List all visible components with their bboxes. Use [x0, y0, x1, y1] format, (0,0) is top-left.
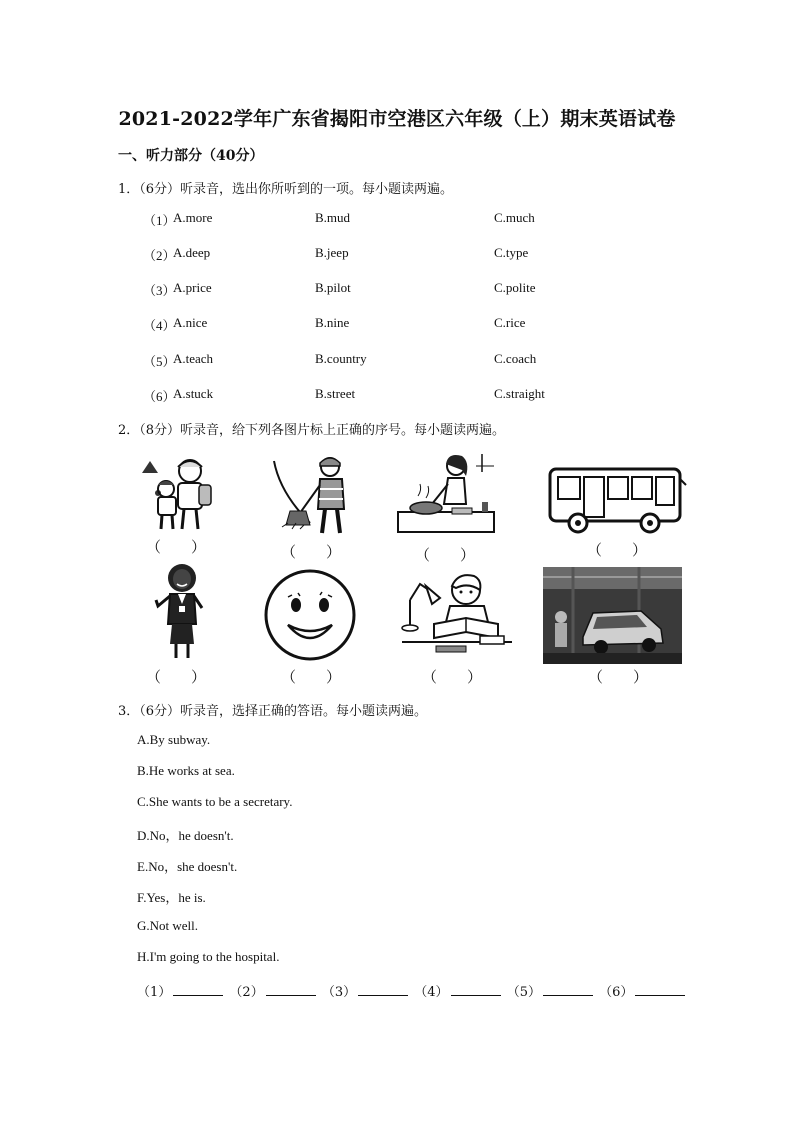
smiley-face-icon	[262, 567, 358, 663]
answer-blanks-row	[137, 981, 687, 1000]
option-5c[interactable]: C.coach	[494, 351, 537, 366]
question-2-stem: 2．（8分）听录音，给下列各图片标上正确的序号。每小题读两遍。	[118, 423, 506, 438]
picture-5-answer-paren[interactable]: （ ）	[146, 668, 207, 686]
picture-2-answer-paren[interactable]: （ ）	[281, 543, 342, 561]
answer-blank-6[interactable]	[635, 983, 685, 996]
picture-4-answer-paren[interactable]: （ ）	[587, 541, 648, 559]
option-2c[interactable]: C.type	[494, 245, 529, 260]
answer-blank-1[interactable]	[173, 983, 223, 996]
question-3-stem: 3．（6分）听录音，选择正确的答语。每小题读两遍。	[118, 704, 428, 719]
blank-label-2: （2）	[229, 985, 264, 1000]
option-1c[interactable]: C.much	[494, 210, 535, 225]
answer-blank-4[interactable]	[451, 983, 501, 996]
option-5b[interactable]: B.country	[315, 351, 367, 366]
cook-icon	[392, 452, 498, 540]
option-6c[interactable]: C.straight	[494, 386, 545, 401]
answer-option-f: F.Yes，he is.	[137, 890, 206, 905]
car-factory-icon	[543, 567, 682, 664]
answer-option-g: G.Not well.	[137, 918, 199, 933]
option-2a[interactable]: A.deep	[173, 245, 211, 260]
blank-label-4: （4）	[414, 985, 449, 1000]
option-row-5-num: （5）	[143, 354, 176, 369]
question-1-stem: 1．（6分）听录音，选出你所听到的一项。每小题读两遍。	[118, 182, 454, 197]
option-row-4-num: （4）	[143, 318, 176, 333]
option-6a[interactable]: A.stuck	[173, 386, 214, 401]
option-5a[interactable]: A.teach	[173, 351, 214, 366]
section-heading-listening: 一、听力部分（40分）	[118, 148, 264, 164]
hikers-icon	[136, 455, 216, 533]
page-title: 2021-2022学年广东省揭阳市空港区六年级（上）期末英语试卷	[118, 108, 676, 130]
option-3b[interactable]: B.pilot	[315, 280, 351, 295]
option-1b[interactable]: B.mud	[315, 210, 351, 225]
answer-option-d: D.No，he doesn't.	[137, 828, 234, 843]
blank-label-6: （6）	[599, 985, 634, 1000]
option-3a[interactable]: A.price	[173, 280, 212, 295]
option-4a[interactable]: A.nice	[173, 315, 208, 330]
option-2b[interactable]: B.jeep	[315, 245, 349, 260]
option-6b[interactable]: B.street	[315, 386, 356, 401]
answer-blank-5[interactable]	[543, 983, 593, 996]
blank-label-1: （1）	[137, 985, 172, 1000]
option-4c[interactable]: C.rice	[494, 315, 526, 330]
businesswoman-icon	[150, 562, 212, 662]
picture-8-answer-paren[interactable]: （ ）	[588, 668, 649, 686]
picture-1-answer-paren[interactable]: （ ）	[146, 538, 207, 556]
picture-6-answer-paren[interactable]: （ ）	[281, 668, 342, 686]
option-4b[interactable]: B.nine	[315, 315, 350, 330]
picture-3-answer-paren[interactable]: （ ）	[415, 546, 476, 564]
option-row-6-num: （6）	[143, 389, 176, 404]
answer-option-b: B.He works at sea.	[137, 763, 235, 778]
answer-blank-2[interactable]	[266, 983, 316, 996]
option-3c[interactable]: C.polite	[494, 280, 536, 295]
answer-option-c: C.She wants to be a secretary.	[137, 794, 293, 809]
picture-7-answer-paren[interactable]: （ ）	[422, 668, 483, 686]
answer-option-a: A.By subway.	[137, 732, 211, 747]
street-sweeper-icon	[270, 453, 362, 537]
answer-option-e: E.No，she doesn't.	[137, 859, 238, 874]
option-1a[interactable]: A.more	[173, 210, 213, 225]
blank-label-3: （3）	[321, 985, 357, 1000]
boy-reading-icon	[396, 570, 516, 662]
option-row-1-num: （1）	[143, 213, 176, 228]
option-row-2-num: （2）	[143, 248, 176, 263]
bus-icon	[546, 465, 688, 535]
answer-blank-3[interactable]	[358, 983, 408, 996]
option-row-3-num: （3）	[143, 283, 176, 298]
blank-label-5: （5）	[506, 985, 541, 1000]
answer-option-h: H.I'm going to the hospital.	[137, 949, 280, 964]
